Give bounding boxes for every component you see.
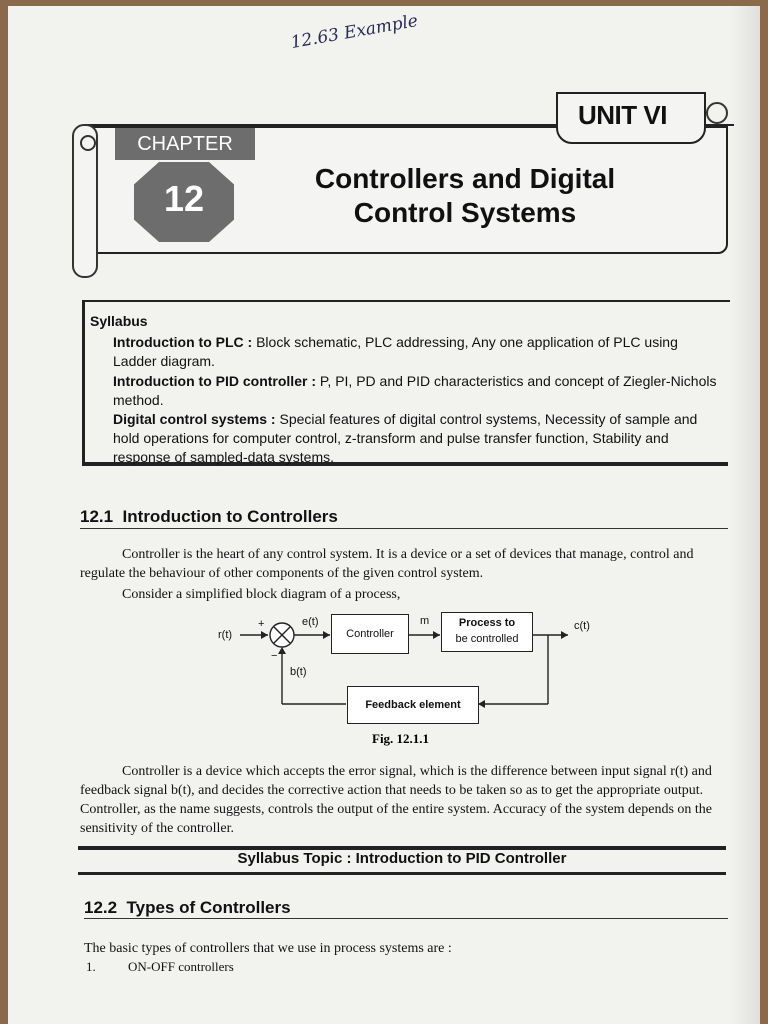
process-block-line2: be controlled bbox=[455, 633, 519, 645]
syllabus-item-text: P, PI, PD and PID characteristics and concept of Ziegler-Nichols method. bbox=[113, 373, 717, 408]
syllabus-topic-banner: Syllabus Topic : Introduction to PID Controller bbox=[237, 850, 567, 867]
minus-sign: − bbox=[271, 650, 278, 662]
syllabus-title: Syllabus bbox=[90, 313, 148, 329]
chapter-title-line1: Controllers and Digital bbox=[314, 163, 616, 194]
section-12-2-rule bbox=[84, 918, 728, 919]
section-12-2-heading bbox=[84, 898, 291, 918]
feedback-element-block: Feedback element bbox=[347, 686, 479, 724]
figure-caption: Fig. 12.1.1 bbox=[372, 731, 430, 746]
section-title: Types of Controllers bbox=[126, 898, 291, 917]
syllabus-topic-rule-bottom bbox=[78, 872, 726, 875]
process-block-line1: Process to bbox=[458, 617, 516, 629]
section-12-1-para3: Controller is a device which accepts the error signal, which is the difference between input signal r(t) and feedback signal b(t), and decides the corrective action that needs to be taken so as to get the appropriate output. Controller, as the name suggests, controls the output of the entire system. Accuracy of the system depends on the sensitivity of the controller. bbox=[80, 764, 713, 836]
process-block bbox=[441, 612, 533, 652]
section-12-1-para2: Consider a simplified block diagram of a process, bbox=[122, 587, 401, 602]
error-signal-label: e(t) bbox=[302, 616, 319, 628]
manipulated-variable-label: m bbox=[420, 615, 430, 627]
syllabus-item-heading: Introduction to PLC : bbox=[113, 334, 253, 350]
handwritten-note: 12.63 Example bbox=[289, 10, 420, 54]
section-number: 12.2 bbox=[84, 898, 118, 917]
chapter-number: 12 bbox=[163, 178, 205, 219]
section-12-2-intro: The basic types of controllers that we use in process systems are : bbox=[84, 941, 452, 956]
chapter-title-line2: Control Systems bbox=[353, 197, 577, 228]
section-number: 12.1 bbox=[80, 507, 114, 526]
syllabus-item-heading: Introduction to PID controller : bbox=[113, 373, 316, 389]
controller-block: Controller bbox=[331, 614, 409, 654]
syllabus-item-text: Special features of digital control systems, Necessity of sample and hold operations for computer control, z-transform and pulse transfer function, Stability and response of sampled-data systems. bbox=[113, 411, 698, 465]
unit-label: UNIT VI bbox=[578, 100, 667, 130]
section-title: Introduction to Controllers bbox=[122, 507, 338, 526]
section-12-1-para1: Controller is the heart of any control system. It is a device or a set of devices that manage, control and regulate the behaviour of other components of the given control system. bbox=[80, 547, 694, 581]
list-item-number: 1. bbox=[86, 959, 96, 974]
input-signal-label: r(t) bbox=[218, 629, 233, 641]
output-signal-label: c(t) bbox=[574, 620, 590, 632]
chapter-label: CHAPTER bbox=[115, 128, 255, 160]
syllabus-item-heading: Digital control systems : bbox=[113, 411, 276, 427]
feedback-signal-label: b(t) bbox=[290, 666, 307, 678]
syllabus-item-text: Block schematic, PLC addressing, Any one application of PLC using Ladder diagram. bbox=[113, 334, 678, 369]
plus-sign: + bbox=[258, 618, 265, 630]
list-item: ON-OFF controllers bbox=[128, 959, 234, 974]
